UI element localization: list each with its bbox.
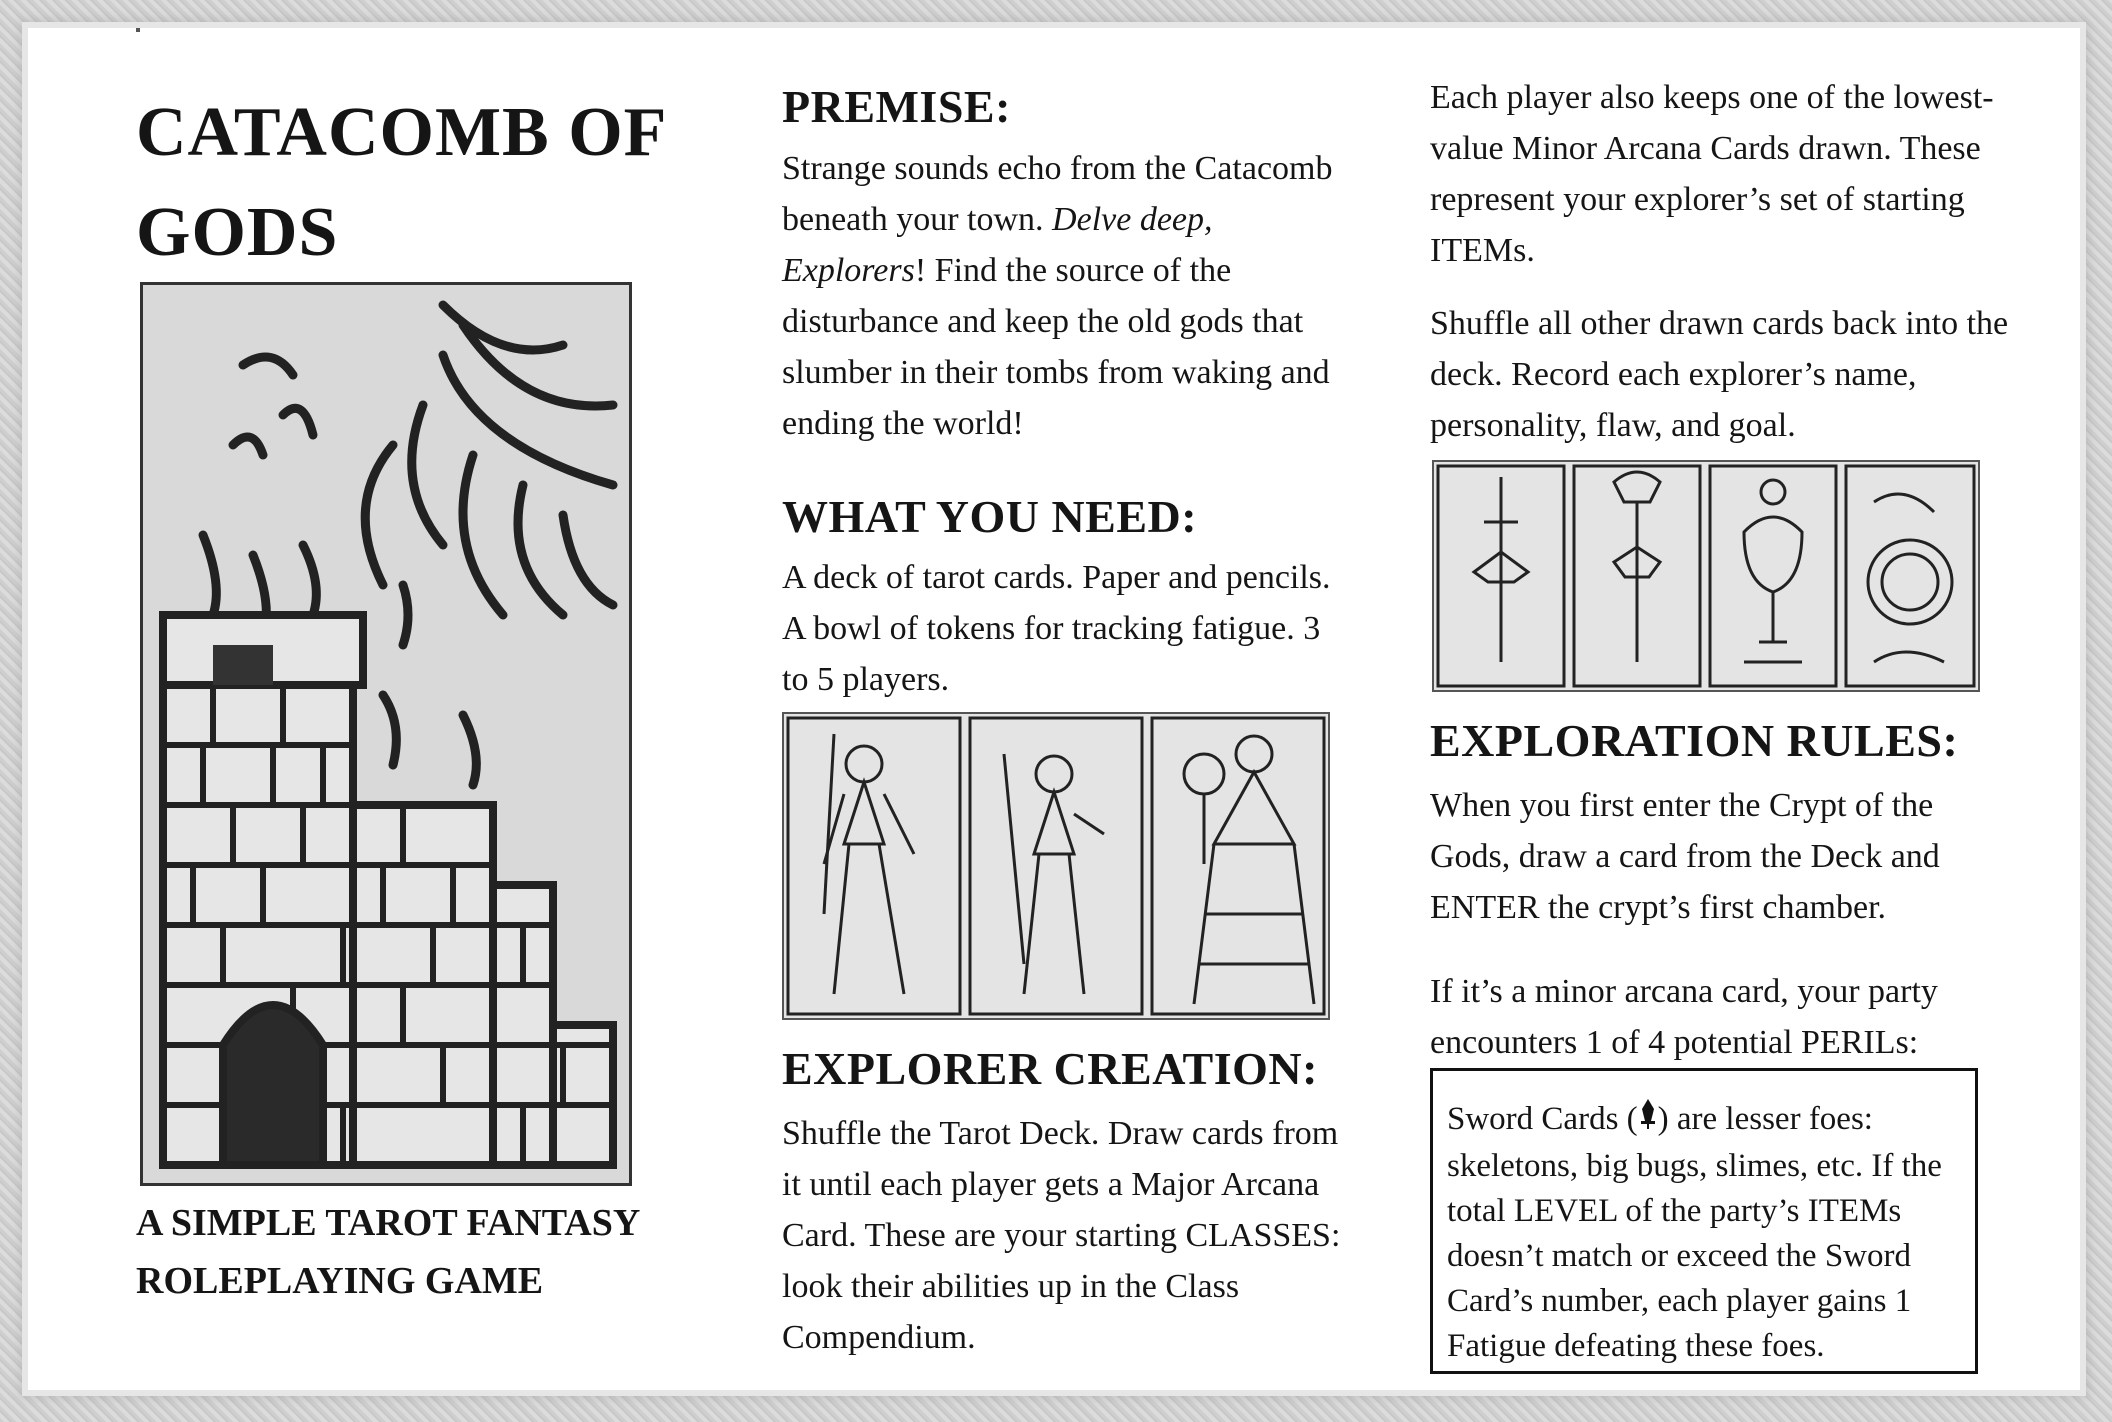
premise-text-1: Strange sounds echo from the Catacomb beneath your town. <box>782 150 1333 238</box>
what-you-need-heading: WHAT YOU NEED: <box>782 491 1198 542</box>
sword-cards-text <box>1447 1097 1961 1369</box>
exploration-rules-text-2: If it’s a minor arcana card, your party encounters 1 of 4 potential PERILs: <box>1430 973 1938 1061</box>
game-title: CATACOMB OF GODS <box>136 94 665 271</box>
exploration-rules-text-1: When you first enter the Crypt of the Gods, draw a card from the Deck and ENTER the crypt’s first chamber. <box>1430 787 1940 926</box>
figures-icon <box>784 714 1328 1018</box>
sword-cards-text-before: Sword Cards ( <box>1447 1101 1638 1137</box>
sword-icon <box>1638 1097 1658 1144</box>
sword-cards-text-after: ) are lesser foes: skeletons, big bugs, slimes, etc. If the total LEVEL of the party’s ITEMs doesn’t match or exceed the Sword Card’s number, each player gains 1 Fatigue defeating these foes. <box>1447 1101 1942 1364</box>
premise-text-italic: Delve deep, Explorers <box>782 201 1213 289</box>
figures-illustration <box>782 712 1330 1020</box>
tower-icon <box>143 285 629 1183</box>
suits-illustration <box>1432 460 1980 692</box>
suits-icon <box>1434 462 1978 690</box>
what-you-need-text: A deck of tarot cards. Paper and pencils. A bowl of tokens for tracking fatigue. 3 to 5 players. <box>782 559 1331 698</box>
document-page <box>28 28 2080 1390</box>
explorer-creation-text: Shuffle the Tarot Deck. Draw cards from it until each player gets a Major Arcana Card. These are your starting CLASSES: look their abilities up in the Class Compendium. <box>782 1115 1341 1356</box>
exploration-rules-heading: EXPLORATION RULES: <box>1430 715 1959 766</box>
cover-illustration <box>140 282 632 1186</box>
items-text-1: Each player also keeps one of the lowest-value Minor Arcana Cards drawn. These represent your explorer’s set of starting ITEMs. <box>1430 79 1994 269</box>
premise-text <box>782 143 1352 449</box>
sword-cards-box <box>1430 1068 1978 1374</box>
tower-woodcut-illustration <box>136 28 140 32</box>
items-text-2: Shuffle all other drawn cards back into the deck. Record each explorer’s name, personality, flaw, and goal. <box>1430 305 2009 444</box>
premise-text-2: ! Find the source of the disturbance and keep the old gods that slumber in their tombs from waking and ending the world! <box>782 252 1330 442</box>
game-subtitle: A SIMPLE TAROT FANTASY ROLEPLAYING GAME <box>136 1202 639 1302</box>
premise-heading: PREMISE: <box>782 81 1011 132</box>
explorer-creation-heading: EXPLORER CREATION: <box>782 1043 1318 1094</box>
